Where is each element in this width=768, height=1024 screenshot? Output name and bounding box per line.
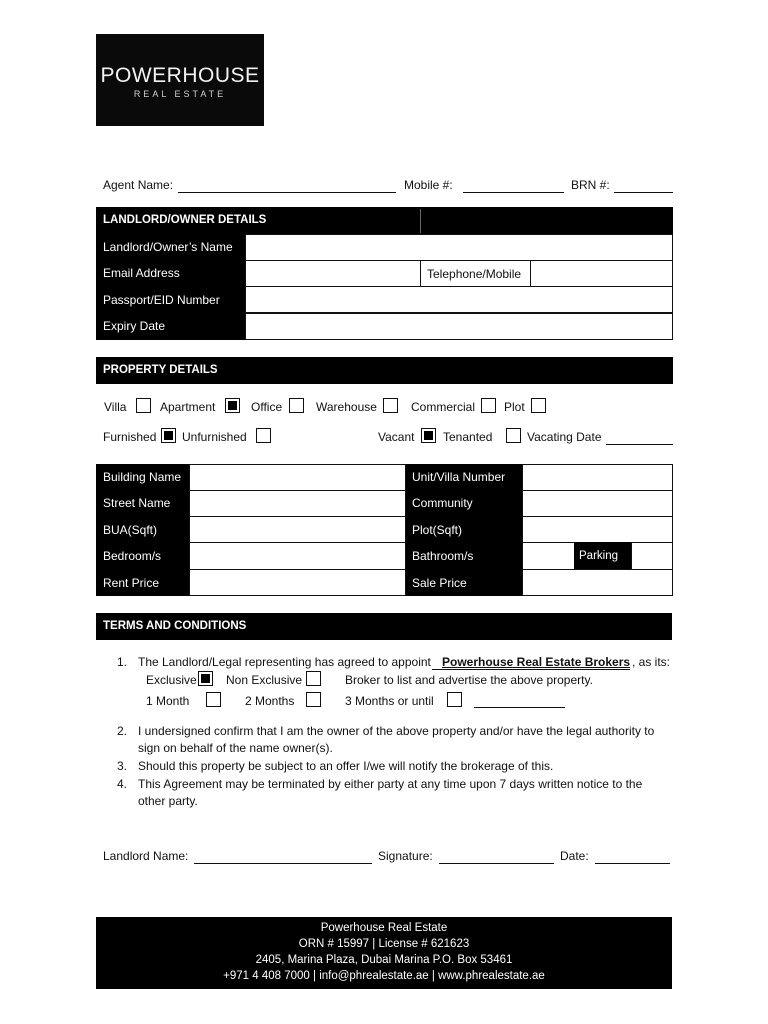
rent-price-label: Rent Price bbox=[103, 576, 160, 590]
community-input[interactable] bbox=[522, 490, 673, 517]
bathrooms-label: Bathroom/s bbox=[412, 549, 474, 563]
two-months-checkbox[interactable] bbox=[306, 692, 321, 707]
three-months-label: 3 Months or until bbox=[345, 694, 434, 708]
broker-name-underline bbox=[432, 669, 630, 670]
building-name-input[interactable] bbox=[189, 464, 406, 491]
mobile-field[interactable] bbox=[463, 192, 564, 193]
parking-input[interactable] bbox=[631, 542, 673, 570]
until-date-field[interactable] bbox=[474, 707, 565, 708]
plot-sqft-input[interactable] bbox=[522, 516, 673, 543]
terms-header-text: TERMS AND CONDITIONS bbox=[103, 620, 247, 632]
tenanted-checkbox[interactable] bbox=[506, 428, 521, 443]
vacant-label: Vacant bbox=[378, 430, 415, 444]
footer-company: Powerhouse Real Estate bbox=[320, 922, 448, 934]
expiry-input[interactable] bbox=[245, 313, 673, 340]
type-villa-checkbox[interactable] bbox=[136, 398, 151, 413]
furnished-checkbox[interactable] bbox=[161, 428, 176, 443]
plot-sqft-label: Plot(Sqft) bbox=[412, 523, 463, 537]
header-divider bbox=[420, 209, 421, 233]
parking-label-cell bbox=[574, 542, 632, 570]
term-2-number: 2. bbox=[117, 724, 128, 738]
property-header-text: PROPERTY DETAILS bbox=[103, 364, 218, 376]
landlord-name-sign-label: Landlord Name: bbox=[103, 849, 189, 863]
passport-input[interactable] bbox=[245, 286, 673, 313]
exclusive-label: Exclusive bbox=[146, 673, 197, 687]
exclusive-checkbox[interactable] bbox=[198, 671, 213, 686]
telephone-input[interactable] bbox=[530, 260, 673, 287]
telephone-label-cell bbox=[420, 260, 531, 287]
one-month-label: 1 Month bbox=[146, 694, 190, 708]
term-3-line1: Should this property be subject to an offer I/we will notify the brokerage of this. bbox=[138, 759, 554, 773]
footer-contact: +971 4 408 7000 | info@phrealestate.ae | www.phrealestate.ae bbox=[223, 970, 545, 982]
landlord-header-text: LANDLORD/OWNER DETAILS bbox=[103, 214, 267, 226]
mobile-label: Mobile #: bbox=[404, 178, 453, 192]
type-commercial-checkbox[interactable] bbox=[481, 398, 496, 413]
date-field[interactable] bbox=[595, 863, 670, 864]
unit-number-label: Unit/Villa Number bbox=[412, 470, 506, 484]
passport-label: Passport/EID Number bbox=[103, 293, 220, 307]
expiry-label: Expiry Date bbox=[103, 319, 166, 333]
type-villa-label: Villa bbox=[104, 400, 127, 414]
footer-license: ORN # 15997 | License # 621623 bbox=[298, 938, 470, 950]
agent-name-label: Agent Name: bbox=[103, 178, 174, 192]
footer-address: 2405, Marina Plaza, Dubai Marina P.O. Box 53461 bbox=[255, 954, 513, 966]
two-months-label: 2 Months bbox=[245, 694, 295, 708]
agent-name-field[interactable] bbox=[178, 192, 396, 193]
term-4-line1: This Agreement may be terminated by either party at any time upon 7 days written notice to the bbox=[138, 777, 643, 791]
signature-label: Signature: bbox=[378, 849, 433, 863]
landlord-section-header bbox=[96, 207, 673, 234]
company-footer bbox=[96, 917, 672, 989]
vacating-date-field[interactable] bbox=[606, 444, 673, 445]
term-1-text: The Landlord/Legal representing has agreed to appoint bbox=[138, 655, 431, 669]
term-1-number: 1. bbox=[117, 655, 128, 669]
rent-price-input[interactable] bbox=[189, 569, 406, 596]
furnished-label: Furnished bbox=[103, 430, 157, 444]
sale-price-input[interactable] bbox=[522, 569, 673, 596]
parking-label: Parking bbox=[579, 550, 618, 562]
email-label: Email Address bbox=[103, 266, 180, 280]
landlord-name-input[interactable] bbox=[245, 234, 673, 261]
telephone-label: Telephone/Mobile bbox=[427, 267, 522, 281]
unfurnished-label: Unfurnished bbox=[182, 430, 247, 444]
logo-brand: POWERHOUSE bbox=[100, 64, 260, 87]
unit-number-input[interactable] bbox=[522, 464, 673, 491]
type-commercial-label: Commercial bbox=[411, 400, 476, 414]
type-plot-label: Plot bbox=[504, 400, 525, 414]
terms-section-header bbox=[96, 613, 672, 640]
email-input[interactable] bbox=[245, 260, 421, 287]
one-month-checkbox[interactable] bbox=[206, 692, 221, 707]
term-1-suffix: , as its: bbox=[632, 655, 671, 669]
street-name-input[interactable] bbox=[189, 490, 406, 517]
term-4-line2: other party. bbox=[138, 794, 198, 808]
unfurnished-checkbox[interactable] bbox=[256, 428, 271, 443]
company-logo bbox=[96, 34, 264, 126]
property-section-header bbox=[96, 357, 673, 384]
broker-text: Broker to list and advertise the above property. bbox=[345, 673, 593, 687]
community-label: Community bbox=[412, 496, 473, 510]
type-warehouse-checkbox[interactable] bbox=[383, 398, 398, 413]
tenanted-label: Tenanted bbox=[443, 430, 493, 444]
term-4-number: 4. bbox=[117, 777, 128, 791]
building-name-label: Building Name bbox=[103, 470, 182, 484]
type-warehouse-label: Warehouse bbox=[316, 400, 377, 414]
bua-label: BUA(Sqft) bbox=[103, 523, 158, 537]
bedrooms-input[interactable] bbox=[189, 542, 406, 570]
type-plot-checkbox[interactable] bbox=[531, 398, 546, 413]
signature-field[interactable] bbox=[439, 863, 554, 864]
vacating-date-label: Vacating Date bbox=[527, 430, 602, 444]
term-3-number: 3. bbox=[117, 759, 128, 773]
broker-name: Powerhouse Real Estate Brokers bbox=[442, 655, 631, 669]
non-exclusive-checkbox[interactable] bbox=[306, 671, 321, 686]
street-name-label: Street Name bbox=[103, 496, 171, 510]
type-office-checkbox[interactable] bbox=[289, 398, 304, 413]
brn-field[interactable] bbox=[614, 192, 673, 193]
vacant-checkbox[interactable] bbox=[421, 428, 436, 443]
type-apartment-label: Apartment bbox=[160, 400, 216, 414]
landlord-name-label: Landlord/Owner’s Name bbox=[103, 240, 233, 254]
brn-label: BRN #: bbox=[571, 178, 610, 192]
date-label: Date: bbox=[560, 849, 589, 863]
bua-input[interactable] bbox=[189, 516, 406, 543]
type-office-label: Office bbox=[251, 400, 283, 414]
term-2-line1: I undersigned confirm that I am the owner of the above property and/or have the legal authority to bbox=[138, 724, 655, 738]
sale-price-label: Sale Price bbox=[412, 576, 467, 590]
bedrooms-label: Bedroom/s bbox=[103, 549, 162, 563]
term-2-line2: sign on behalf of the name owner(s). bbox=[138, 741, 333, 755]
non-exclusive-label: Non Exclusive bbox=[226, 673, 303, 687]
type-apartment-checkbox[interactable] bbox=[225, 398, 240, 413]
bathrooms-input[interactable] bbox=[522, 542, 575, 570]
landlord-name-sign-field[interactable] bbox=[194, 863, 372, 864]
three-months-checkbox[interactable] bbox=[447, 692, 462, 707]
logo-tagline: REAL ESTATE bbox=[133, 89, 227, 99]
